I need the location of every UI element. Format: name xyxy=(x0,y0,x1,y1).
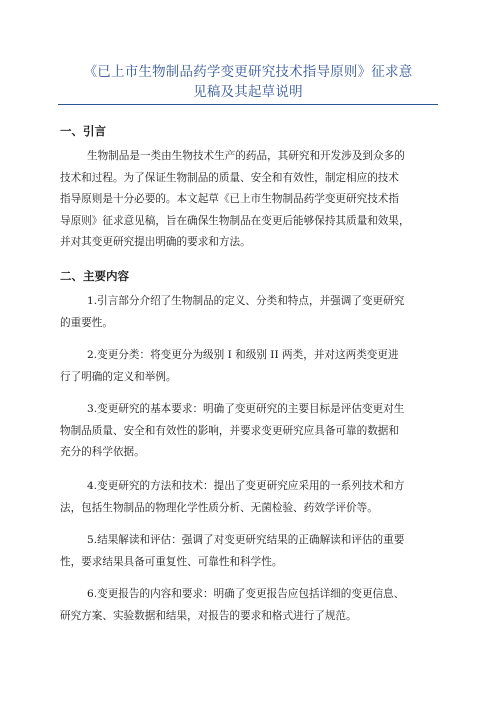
paragraph-item-3 xyxy=(60,399,438,464)
text-line: 的重要性。 xyxy=(60,316,113,329)
title-divider xyxy=(58,104,438,105)
text-line: 充分的科学依据。 xyxy=(60,446,145,458)
text-line: 2.变更分类：将变更分为级别 I 和级别 II 两类，并对这两类变更进 xyxy=(87,349,399,361)
text-line: 物制品质量、安全和有效性的影响，并要求变更研究应具备可靠的数据和 xyxy=(60,424,399,437)
text-line: 1.引言部分介绍了生物制品的定义、分类和特点，并强调了变更研究 xyxy=(87,295,405,307)
text-line: 6.变更报告的内容和要求：明确了变更报告应包括详细的变更信息、 xyxy=(87,588,405,600)
paragraph-item-4 xyxy=(60,476,438,519)
text-line: 生物制品是一类由生物技术生产的药品，其研究和开发涉及到众多的 xyxy=(87,150,405,162)
text-line: 5.结果解读和评估：强调了对变更研究结果的正确解读和评估的重要 xyxy=(87,534,405,546)
title-line: 《已上市生物制品药学变更研究技术指导原则》征求意 xyxy=(83,64,413,80)
title-line: 见稿及其起草说明 xyxy=(193,84,303,100)
text-line: 并对其变更研究提出明确的要求和方法。 xyxy=(60,236,251,248)
section-heading-introduction: 一、引言 xyxy=(60,124,106,138)
paragraph-item-5 xyxy=(60,530,438,573)
text-line: 3.变更研究的基本要求：明确了变更研究的主要目标是评估变更对生 xyxy=(87,403,405,415)
paragraph-item-2 xyxy=(60,345,438,388)
paragraph-item-1 xyxy=(60,291,438,334)
document-title xyxy=(50,62,446,102)
text-line: 研究方案、实验数据和结果，对报告的要求和格式进行了规范。 xyxy=(60,609,357,622)
text-line: 技术和过程。为了保证生物制品的质量、安全和有效性，制定相应的技术 xyxy=(60,171,399,184)
text-line: 行了明确的定义和举例。 xyxy=(60,370,177,383)
section-heading-main-content: 二、主要内容 xyxy=(60,269,129,283)
text-line: 性，要求结果具备可重复性、可靠性和科学性。 xyxy=(60,555,283,568)
paragraph-item-6 xyxy=(60,584,438,627)
text-line: 法，包括生物制品的物理化学性质分析、无菌检验、药效学评价等。 xyxy=(60,501,378,514)
text-line: 导原则》征求意见稿，旨在确保生物制品在变更后能够保持其质量和效果， xyxy=(60,214,410,227)
paragraph-introduction xyxy=(60,146,438,254)
text-line: 4.变更研究的方法和技术：提出了变更研究应采用的一系列技术和方 xyxy=(87,480,405,492)
text-line: 指导原则是十分必要的。本文起草《已上市生物制品药学变更研究技术指 xyxy=(60,193,399,205)
